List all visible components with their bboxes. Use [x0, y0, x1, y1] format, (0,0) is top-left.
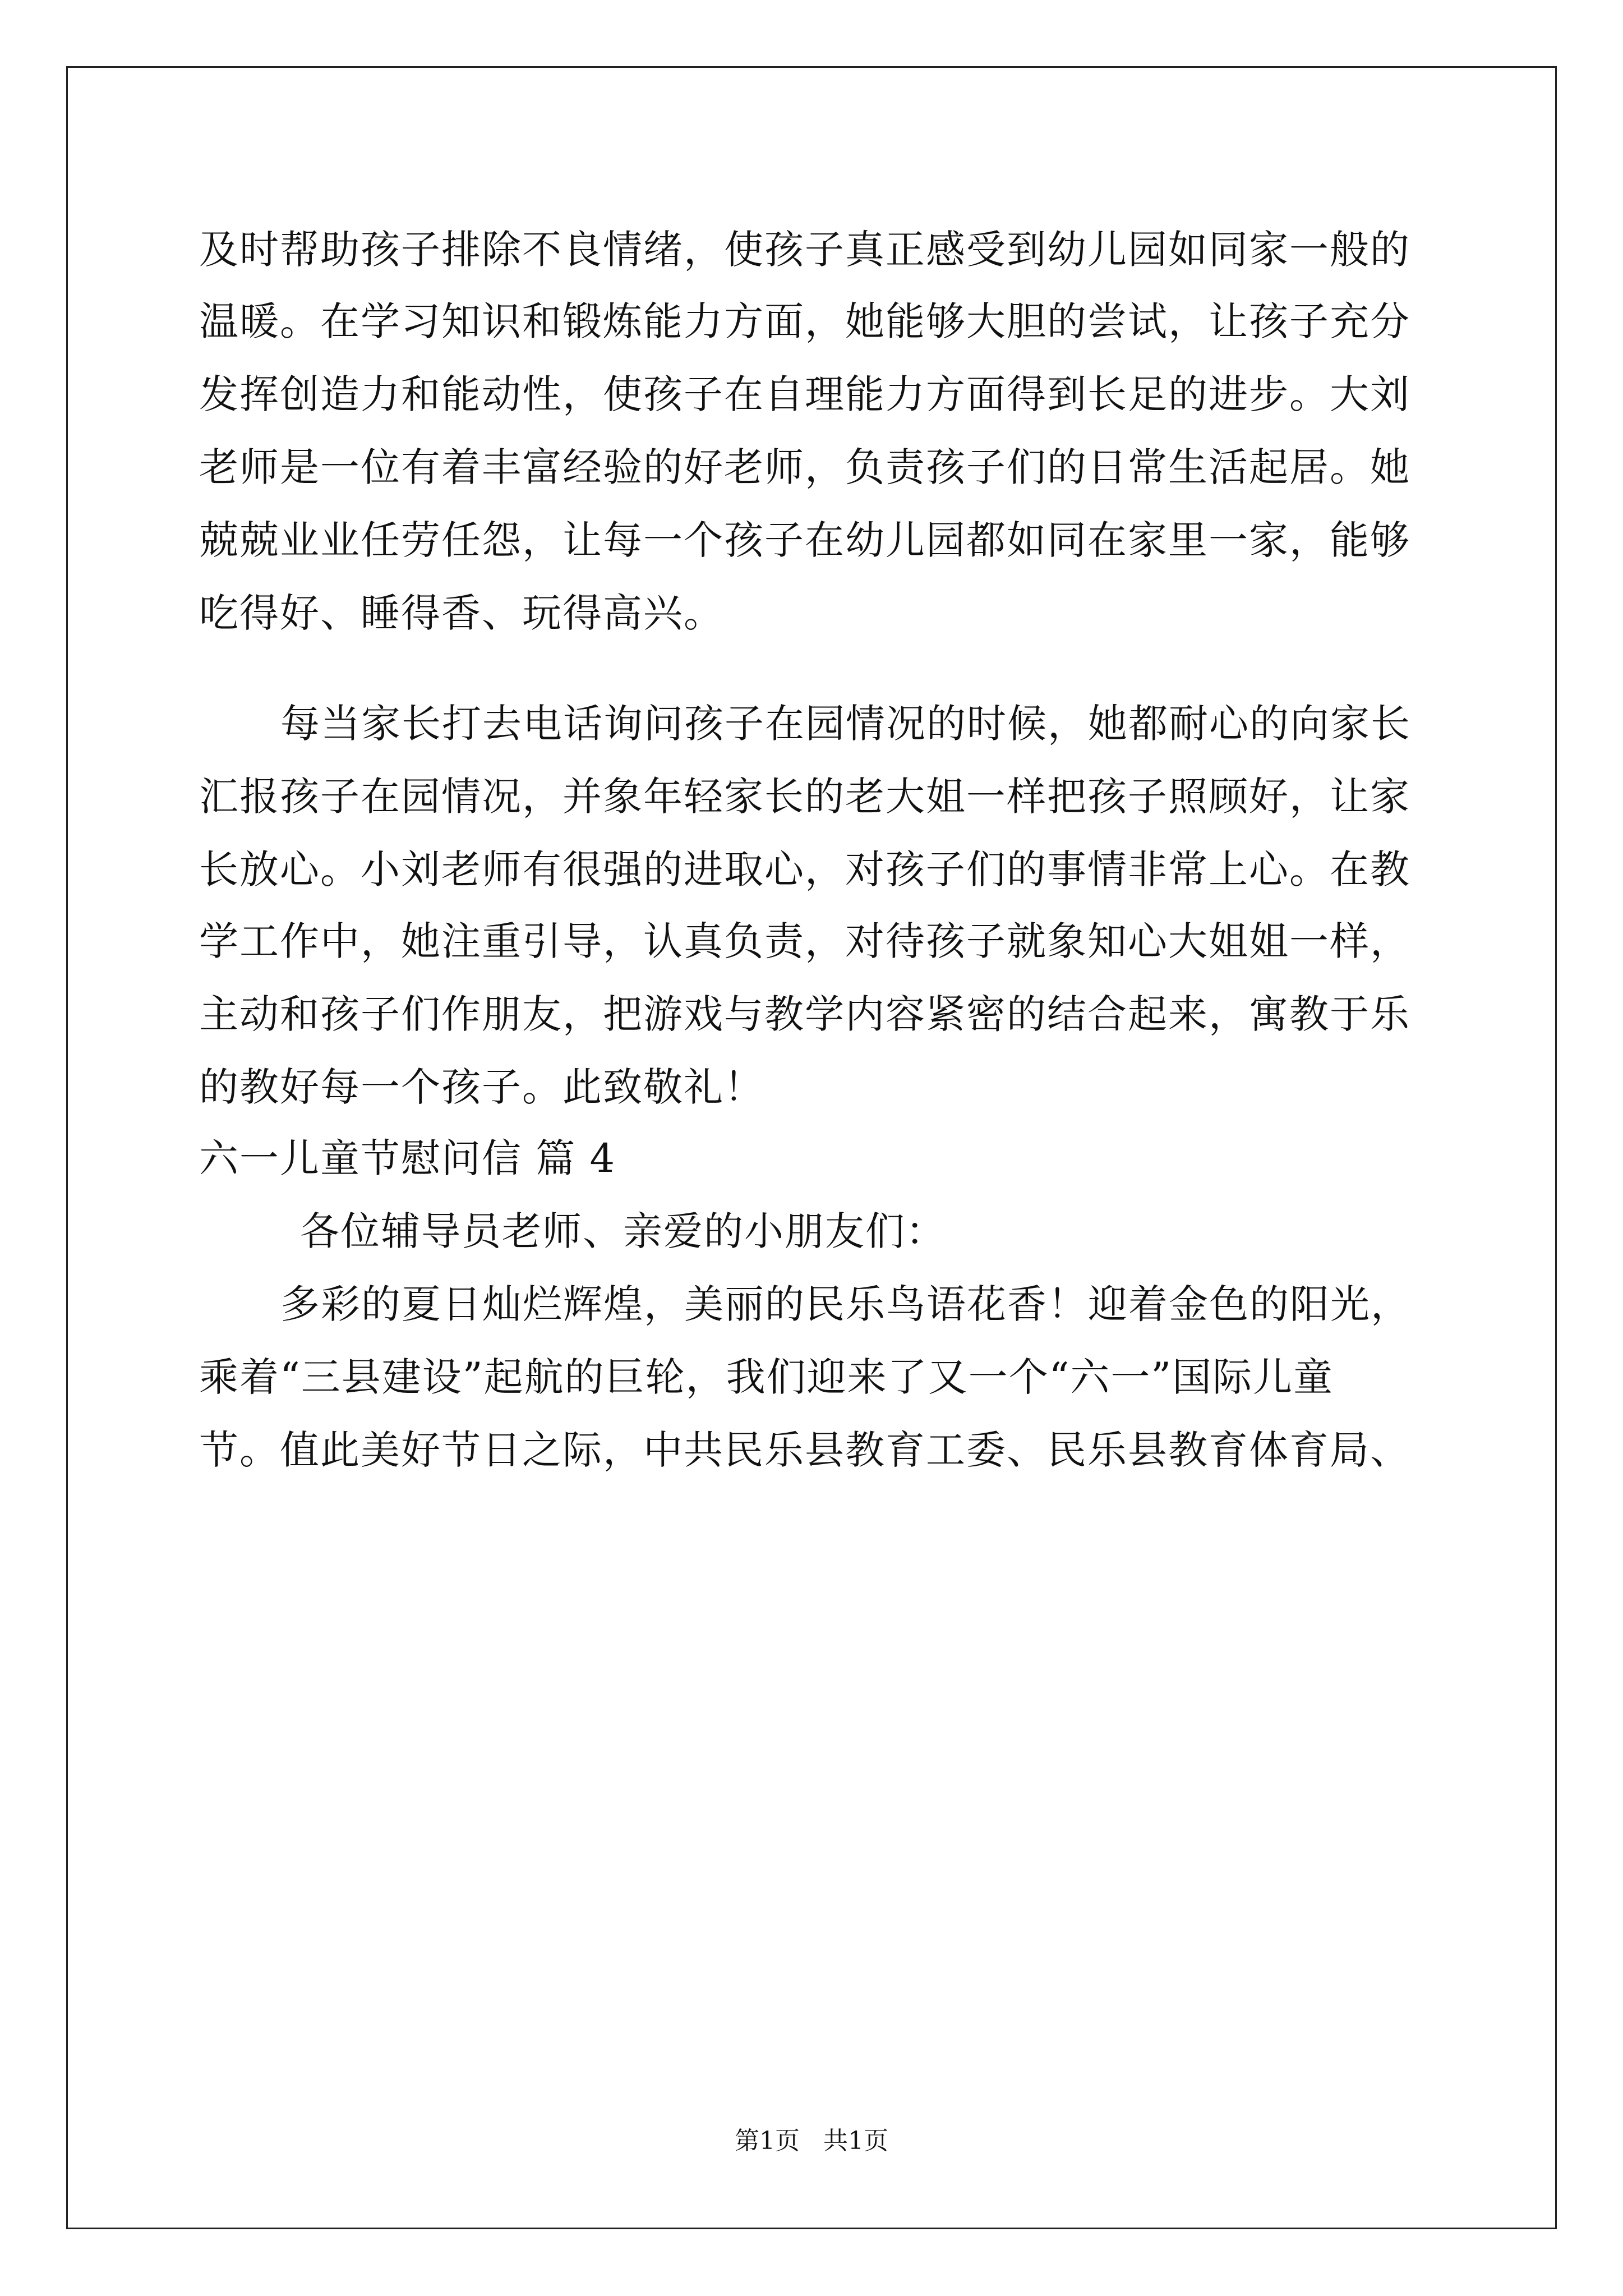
- section-heading: 六一儿童节慰问信 篇 4: [199, 1135, 616, 1181]
- body-text-line: 乘着“三县建设”起航的巨轮，我们迎来了又一个“六一”国际儿童: [199, 1354, 1334, 1400]
- paragraph-first-line: 多彩的夏日灿烂辉煌，美丽的民乐鸟语花香！迎着金色的阳光，: [280, 1281, 1411, 1327]
- body-text-line: 温暖。在学习知识和锻炼能力方面，她能够大胆的尝试，让孩子充分: [199, 298, 1410, 344]
- body-text-line: 老师是一位有着丰富经验的好老师，负责孩子们的日常生活起居。她: [199, 444, 1410, 490]
- paragraph-first-line: 每当家长打去电话询问孩子在园情况的时候，她都耐心的向家长: [280, 701, 1411, 747]
- body-text-line: 发挥创造力和能动性，使孩子在自理能力方面得到长足的进步。大刘: [199, 371, 1410, 417]
- body-text-line: 兢兢业业任劳任怨，让每一个孩子在幼儿园都如同在家里一家，能够: [199, 517, 1410, 563]
- body-text-line: 及时帮助孩子排除不良情绪，使孩子真正感受到幼儿园如同家一般的: [199, 227, 1410, 273]
- salutation: 各位辅导员老师、亲爱的小朋友们：: [300, 1208, 946, 1254]
- page-footer: 第1页 共1页: [735, 2127, 888, 2155]
- body-text-line: 学工作中，她注重引导，认真负责，对待孩子就象知心大姐姐一样，: [199, 918, 1410, 964]
- body-text-line: 节。值此美好节日之际，中共民乐县教育工委、民乐县教育体育局、: [199, 1427, 1410, 1473]
- body-text-line: 的教好每一个孩子。此致敬礼！: [199, 1064, 764, 1110]
- body-text-line: 长放心。小刘老师有很强的进取心，对孩子们的事情非常上心。在教: [199, 846, 1410, 892]
- body-text-line: 主动和孩子们作朋友，把游戏与教学内容紧密的结合起来，寓教于乐: [199, 991, 1410, 1037]
- body-text-line: 汇报孩子在园情况，并象年轻家长的老大姐一样把孩子照顾好，让家: [199, 774, 1410, 820]
- body-text-line: 吃得好、睡得香、玩得高兴。: [199, 590, 724, 636]
